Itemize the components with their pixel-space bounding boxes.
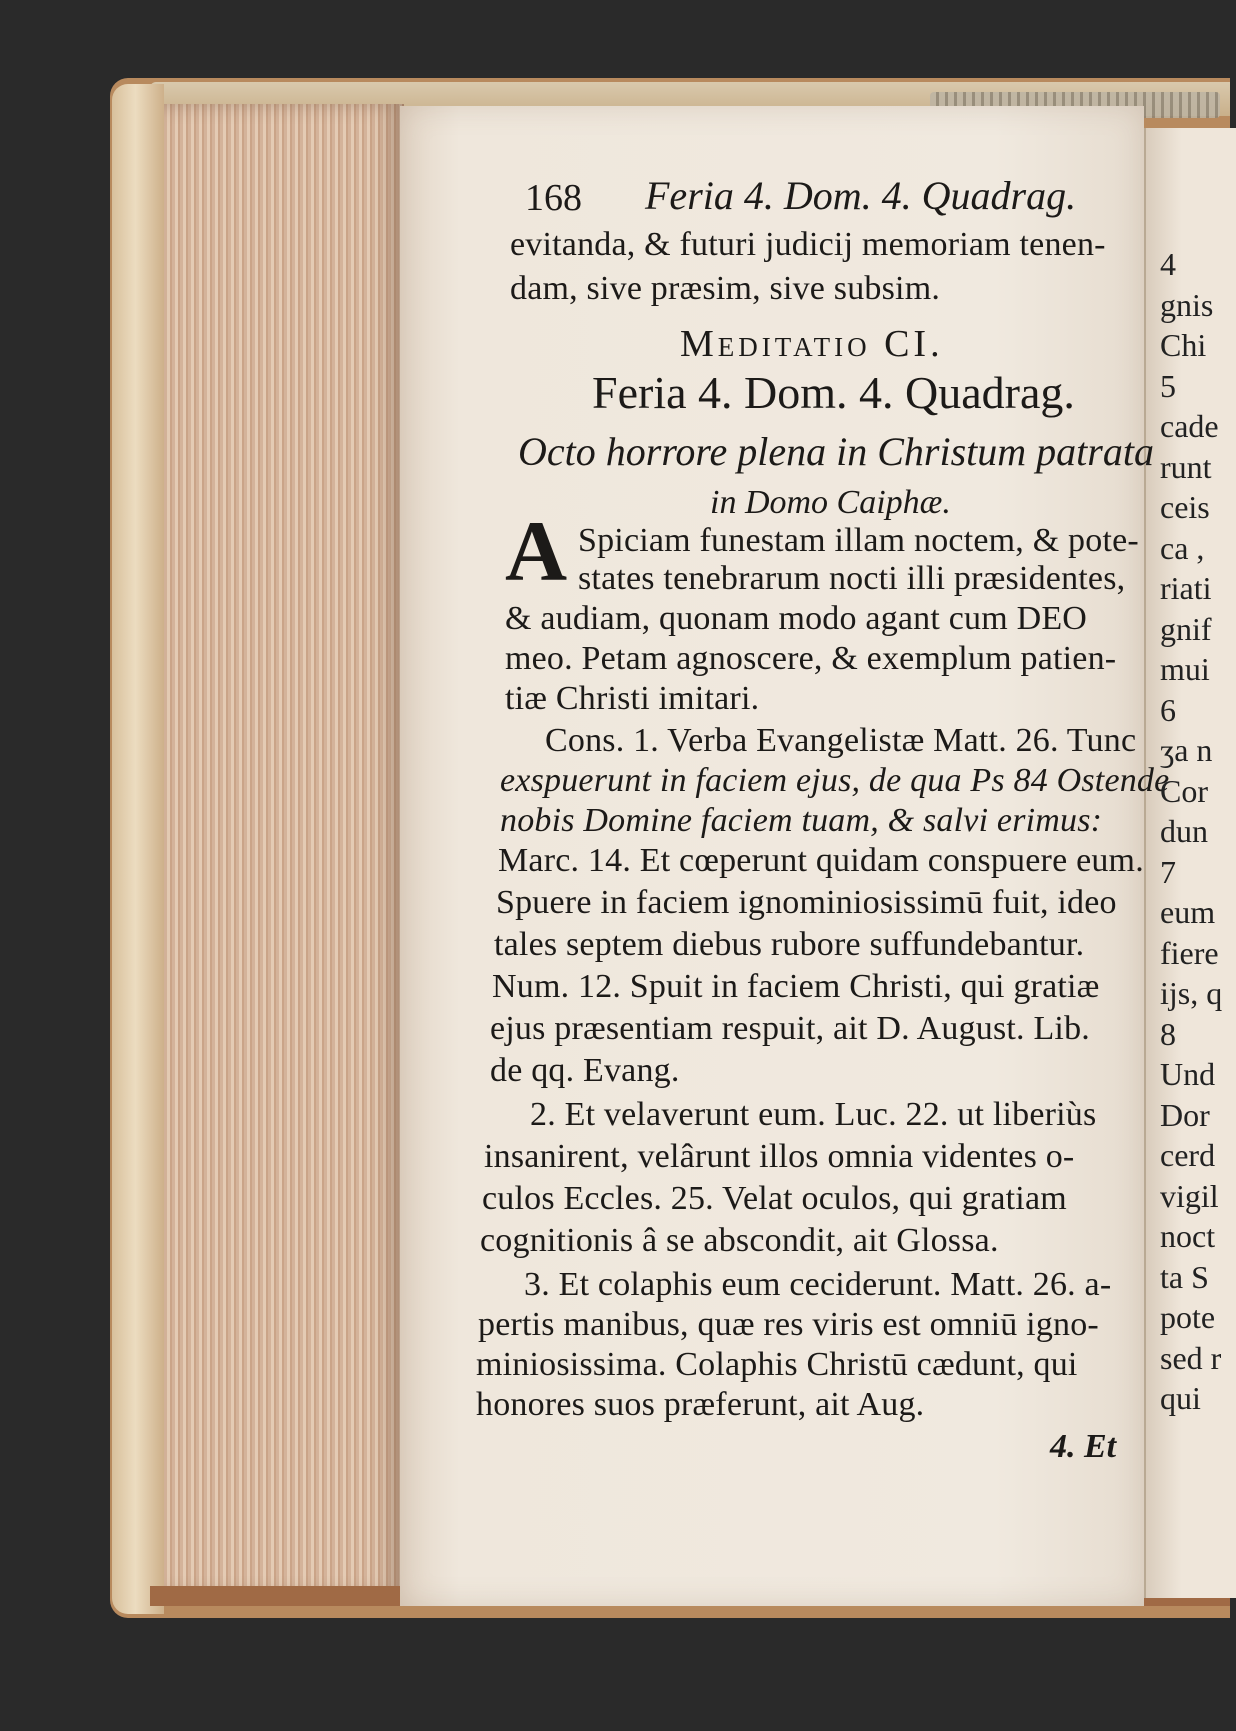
- text-line: 3. Et colaphis eum ceciderunt. Matt. 26. a-: [524, 1266, 1112, 1303]
- right-page-fragment: noct: [1160, 1218, 1216, 1254]
- right-page-fragment: sed r: [1160, 1339, 1222, 1376]
- right-page-fragment: ta S: [1160, 1258, 1209, 1295]
- right-page-fragment: ʒa n: [1160, 732, 1213, 768]
- right-page-fragment: ca ,: [1160, 529, 1205, 566]
- text-line: de qq. Evang.: [490, 1052, 680, 1089]
- right-page-fragment: cade: [1160, 408, 1219, 444]
- right-page-fragment: Und: [1160, 1056, 1216, 1092]
- text-line: Cons. 1. Verba Evangelistæ Matt. 26. Tunc: [545, 722, 1137, 759]
- catchword: 4. Et: [1050, 1428, 1117, 1465]
- right-page-fragment: gnis: [1160, 286, 1214, 323]
- right-page-fragment: Cor: [1160, 772, 1208, 809]
- right-page-fragment: dun: [1160, 813, 1208, 849]
- right-page-fragment: ceis: [1160, 489, 1210, 525]
- text-line: cognitionis â se abscondit, ait Glossa.: [480, 1222, 999, 1259]
- right-page-fragment: riati: [1160, 570, 1212, 606]
- right-page-fragment: gnif: [1160, 610, 1212, 647]
- text-line: nobis Domine faciem tuam, & salvi erimus:: [500, 802, 1103, 839]
- right-page-fragment: 8: [1160, 1015, 1176, 1052]
- right-page-fragment: Chi: [1160, 327, 1207, 363]
- text-line: exspuerunt in faciem ejus, de qua Ps 84 Ostende: [500, 762, 1170, 799]
- meditation-subtitle-2: in Domo Caiphæ.: [710, 484, 951, 521]
- meditation-subtitle: Octo horrore plena in Christum patrata: [518, 429, 1154, 474]
- text-line: culos Eccles. 25. Velat oculos, qui gratiam: [482, 1180, 1067, 1217]
- right-page-fragment: fiere: [1160, 934, 1219, 971]
- book-spine-edge: [112, 84, 164, 1614]
- meditation-number: Meditatio CI.: [680, 323, 944, 365]
- meditation-title: Feria 4. Dom. 4. Quadrag.: [592, 367, 1075, 418]
- page-stack-edge: [164, 104, 404, 1596]
- drop-cap: A: [505, 503, 568, 599]
- right-page-fragment: vigil: [1160, 1177, 1219, 1214]
- text-line: evitanda, & futuri judicij memoriam tenen-: [510, 226, 1106, 263]
- right-page-fragment: qui: [1160, 1380, 1201, 1416]
- running-title: Feria 4. Dom. 4. Quadrag.: [645, 173, 1077, 218]
- right-page-fragment: cerd: [1160, 1137, 1216, 1173]
- right-page-fragment: 5: [1160, 367, 1176, 404]
- text-line: Spiciam funestam illam noctem, & pote-: [578, 522, 1139, 559]
- right-page-fragment: 6: [1160, 691, 1176, 728]
- text-line: states tenebrarum nocti illi præsidentes,: [578, 560, 1126, 597]
- right-page-fragment: runt: [1160, 448, 1212, 485]
- text-line: pertis manibus, quæ res viris est omniū igno-: [478, 1306, 1099, 1343]
- text-line: 2. Et velaverunt eum. Luc. 22. ut liberiùs: [530, 1096, 1097, 1133]
- text-line: tiæ Christi imitari.: [505, 680, 760, 717]
- right-page-fragment: 7: [1160, 853, 1176, 890]
- right-page-fragment: mui: [1160, 651, 1210, 687]
- right-page-fragment: Dor: [1160, 1096, 1210, 1133]
- text-line: Marc. 14. Et cœperunt quidam conspuere eum.: [498, 842, 1144, 879]
- text-line: Spuere in faciem ignominiosissimū fuit, ideo: [496, 884, 1117, 921]
- text-line: miniosissima. Colaphis Christū cædunt, qui: [476, 1346, 1078, 1383]
- right-page-fragment: eum: [1160, 894, 1216, 930]
- text-line: & audiam, quonam modo agant cum DEO: [505, 600, 1088, 637]
- right-page-fragment: pote: [1160, 1299, 1216, 1335]
- right-page-fragment: ijs, q: [1160, 975, 1223, 1011]
- text-line: insanirent, velârunt illos omnia videntes o-: [484, 1138, 1075, 1175]
- text-line: Num. 12. Spuit in faciem Christi, qui gratiæ: [492, 968, 1100, 1005]
- text-line: dam, sive præsim, sive subsim.: [510, 270, 941, 307]
- text-line: tales septem diebus rubore suffundebantur.: [494, 926, 1085, 963]
- text-line: ejus præsentiam respuit, ait D. August. Lib.: [490, 1010, 1090, 1047]
- text-line: meo. Petam agnoscere, & exemplum patien-: [505, 640, 1117, 677]
- right-page-fragment: 4: [1160, 246, 1176, 282]
- page-number: 168: [525, 177, 582, 219]
- text-line: honores suos præferunt, ait Aug.: [476, 1386, 925, 1423]
